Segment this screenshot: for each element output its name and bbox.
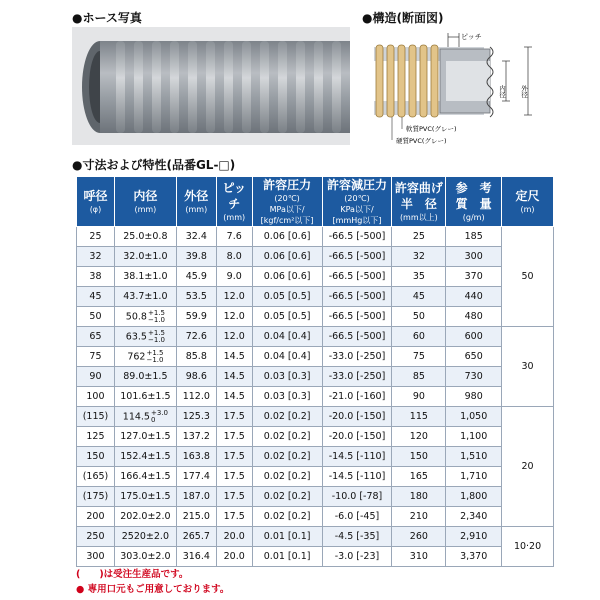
col-nominal: 呼径 (φ): [77, 177, 115, 227]
cell-outer: 177.4: [176, 467, 216, 487]
cell-pressure: 0.02 [0.2]: [252, 487, 322, 507]
table-row: [77, 427, 554, 447]
cell-bend: 260: [392, 527, 446, 547]
cell-weight: 1,510: [446, 447, 502, 467]
cell-outer: 112.0: [176, 387, 216, 407]
cell-weight: 1,710: [446, 467, 502, 487]
table-row: [77, 387, 554, 407]
cell-outer: 265.7: [176, 527, 216, 547]
cell-pressure: 0.02 [0.2]: [252, 507, 322, 527]
cell-nominal: 200: [77, 507, 115, 527]
cell-outer: 187.0: [176, 487, 216, 507]
cell-bend: 180: [392, 487, 446, 507]
table-row: [77, 487, 554, 507]
cell-pressure: 0.02 [0.2]: [252, 407, 322, 427]
cell-pressure: 0.03 [0.3]: [252, 387, 322, 407]
cell-bend: 50: [392, 307, 446, 327]
cell-pitch: 17.5: [216, 427, 252, 447]
table-row: [77, 467, 554, 487]
cell-nominal: (175): [77, 487, 115, 507]
col-pitch: ピッチ (mm): [216, 177, 252, 227]
cell-pressure: 0.03 [0.3]: [252, 367, 322, 387]
table-row: [77, 307, 554, 327]
cell-inner: 152.4±1.5: [114, 447, 176, 467]
cell-outer: 45.9: [176, 267, 216, 287]
structure-section-title: ●構造(断面図): [362, 11, 444, 25]
cell-weight: 370: [446, 267, 502, 287]
end-fitting-note: ● 専用口元もご用意しております。: [76, 584, 230, 595]
cell-nominal: 300: [77, 547, 115, 567]
cross-section-diagram: [362, 27, 572, 157]
cell-vacuum: -4.5 [-35]: [322, 527, 392, 547]
cell-outer: 98.6: [176, 367, 216, 387]
specs-section-title: ●寸法および特性(品番GL-□): [72, 158, 236, 172]
cell-vacuum: -14.5 [-110]: [322, 467, 392, 487]
cell-length: 20: [502, 407, 554, 527]
table-row: [77, 267, 554, 287]
cell-vacuum: -33.0 [-250]: [322, 367, 392, 387]
table-row: [77, 547, 554, 567]
cell-vacuum: -21.0 [-160]: [322, 387, 392, 407]
table-row: [77, 527, 554, 547]
cell-inner: 166.4±1.5: [114, 467, 176, 487]
table-row: [77, 367, 554, 387]
col-pressure: 許容圧力 (20℃) MPa以下/ [kgf/cm²以下]: [252, 177, 322, 227]
cell-vacuum: -66.5 [-500]: [322, 227, 392, 247]
cell-pitch: 12.0: [216, 287, 252, 307]
cell-pressure: 0.06 [0.6]: [252, 267, 322, 287]
cell-bend: 150: [392, 447, 446, 467]
cell-inner: 38.1±1.0: [114, 267, 176, 287]
cell-weight: 3,370: [446, 547, 502, 567]
cell-bend: 90: [392, 387, 446, 407]
table-row: [77, 507, 554, 527]
cell-pressure: 0.02 [0.2]: [252, 467, 322, 487]
cell-outer: 316.4: [176, 547, 216, 567]
cell-pitch: 8.0: [216, 247, 252, 267]
cell-bend: 45: [392, 287, 446, 307]
cell-vacuum: -66.5 [-500]: [322, 287, 392, 307]
col-outer: 外径 (mm): [176, 177, 216, 227]
table-row: [77, 287, 554, 307]
cell-bend: 32: [392, 247, 446, 267]
cell-nominal: 90: [77, 367, 115, 387]
table-row: [77, 407, 554, 427]
cell-outer: 59.9: [176, 307, 216, 327]
cell-weight: 600: [446, 327, 502, 347]
cell-bend: 60: [392, 327, 446, 347]
cell-weight: 1,800: [446, 487, 502, 507]
cell-length: 10·20: [502, 527, 554, 567]
cell-inner: 762 +1.5 −1.0: [114, 347, 176, 367]
cell-inner: 114.5 +3.0 0: [114, 407, 176, 427]
cell-pressure: 0.02 [0.2]: [252, 447, 322, 467]
cell-nominal: 25: [77, 227, 115, 247]
cell-weight: 1,050: [446, 407, 502, 427]
cell-vacuum: -14.5 [-110]: [322, 447, 392, 467]
cell-pressure: 0.05 [0.5]: [252, 307, 322, 327]
cell-inner: 50.8 +1.5 −1.0: [114, 307, 176, 327]
cell-outer: 53.5: [176, 287, 216, 307]
cell-pitch: 20.0: [216, 527, 252, 547]
cell-pitch: 17.5: [216, 467, 252, 487]
cell-vacuum: -10.0 [-78]: [322, 487, 392, 507]
cell-inner: 303.0±2.0: [114, 547, 176, 567]
cell-weight: 2,340: [446, 507, 502, 527]
cell-weight: 2,910: [446, 527, 502, 547]
cell-vacuum: -66.5 [-500]: [322, 247, 392, 267]
cell-pitch: 9.0: [216, 267, 252, 287]
cell-nominal: 250: [77, 527, 115, 547]
cell-pitch: 17.5: [216, 447, 252, 467]
cell-pressure: 0.01 [0.1]: [252, 547, 322, 567]
pitch-label: ピッチ: [461, 33, 482, 41]
col-length: 定尺 (m): [502, 177, 554, 227]
cell-nominal: 100: [77, 387, 115, 407]
cell-inner: 127.0±1.5: [114, 427, 176, 447]
cell-pitch: 14.5: [216, 347, 252, 367]
cell-vacuum: -66.5 [-500]: [322, 307, 392, 327]
cell-pitch: 17.5: [216, 407, 252, 427]
cell-inner: 32.0±1.0: [114, 247, 176, 267]
table-row: [77, 247, 554, 267]
cell-nominal: 50: [77, 307, 115, 327]
cell-pressure: 0.04 [0.4]: [252, 327, 322, 347]
cell-vacuum: -20.0 [-150]: [322, 407, 392, 427]
cell-outer: 85.8: [176, 347, 216, 367]
cell-pressure: 0.01 [0.1]: [252, 527, 322, 547]
cell-pitch: 17.5: [216, 507, 252, 527]
cell-outer: 215.0: [176, 507, 216, 527]
cell-outer: 32.4: [176, 227, 216, 247]
cell-pitch: 7.6: [216, 227, 252, 247]
cell-inner: 63.5 +1.5 −1.0: [114, 327, 176, 347]
cell-weight: 650: [446, 347, 502, 367]
cell-bend: 120: [392, 427, 446, 447]
spec-table: [76, 176, 554, 567]
cell-weight: 440: [446, 287, 502, 307]
cell-outer: 125.3: [176, 407, 216, 427]
cell-weight: 1,100: [446, 427, 502, 447]
inner-dia-label: 内径: [498, 85, 506, 98]
cell-inner: 43.7±1.0: [114, 287, 176, 307]
cell-nominal: 125: [77, 427, 115, 447]
cell-vacuum: -20.0 [-150]: [322, 427, 392, 447]
cell-pitch: 20.0: [216, 547, 252, 567]
cell-pitch: 12.0: [216, 307, 252, 327]
cell-nominal: 45: [77, 287, 115, 307]
cell-pitch: 14.5: [216, 387, 252, 407]
cell-outer: 72.6: [176, 327, 216, 347]
cell-inner: 101.6±1.5: [114, 387, 176, 407]
cell-pitch: 17.5: [216, 487, 252, 507]
cell-inner: 89.0±1.5: [114, 367, 176, 387]
cell-nominal: (165): [77, 467, 115, 487]
cell-length: 30: [502, 327, 554, 407]
spec-table-body: [77, 227, 554, 567]
col-bend: 許容曲げ 半 径 (mm以上): [392, 177, 446, 227]
cell-outer: 39.8: [176, 247, 216, 267]
cell-vacuum: -33.0 [-250]: [322, 347, 392, 367]
cell-bend: 115: [392, 407, 446, 427]
cell-pressure: 0.04 [0.4]: [252, 347, 322, 367]
hard-pvc-label: 軟質PVC(グレー): [406, 125, 457, 133]
cell-pitch: 14.5: [216, 367, 252, 387]
cell-bend: 165: [392, 467, 446, 487]
cell-outer: 163.8: [176, 447, 216, 467]
cell-inner: 25.0±0.8: [114, 227, 176, 247]
cell-weight: 730: [446, 367, 502, 387]
cell-bend: 85: [392, 367, 446, 387]
cell-bend: 35: [392, 267, 446, 287]
cell-inner: 202.0±2.0: [114, 507, 176, 527]
cell-weight: 980: [446, 387, 502, 407]
cell-weight: 300: [446, 247, 502, 267]
cell-inner: 175.0±1.5: [114, 487, 176, 507]
table-row: [77, 227, 554, 247]
cell-weight: 185: [446, 227, 502, 247]
col-vacuum: 許容減圧力 (20℃) KPa以下/ [mmHg以下]: [322, 177, 392, 227]
cell-nominal: 150: [77, 447, 115, 467]
col-inner: 内径 (mm): [114, 177, 176, 227]
hose-photo: [72, 27, 350, 145]
table-row: [77, 327, 554, 347]
cell-pressure: 0.06 [0.6]: [252, 227, 322, 247]
cell-vacuum: -6.0 [-45]: [322, 507, 392, 527]
table-row: [77, 347, 554, 367]
cell-nominal: 38: [77, 267, 115, 287]
cell-pitch: 12.0: [216, 327, 252, 347]
cell-vacuum: -3.0 [-23]: [322, 547, 392, 567]
made-to-order-note: ( )は受注生産品です。: [76, 569, 189, 580]
soft-pvc-label: 硬質PVC(グレー): [396, 137, 447, 145]
cell-pressure: 0.05 [0.5]: [252, 287, 322, 307]
cell-outer: 137.2: [176, 427, 216, 447]
cell-weight: 480: [446, 307, 502, 327]
cell-inner: 2520±2.0: [114, 527, 176, 547]
cell-pressure: 0.02 [0.2]: [252, 427, 322, 447]
cell-vacuum: -66.5 [-500]: [322, 267, 392, 287]
cell-bend: 25: [392, 227, 446, 247]
cell-length: 50: [502, 227, 554, 327]
cell-bend: 75: [392, 347, 446, 367]
cell-nominal: 75: [77, 347, 115, 367]
cell-nominal: (115): [77, 407, 115, 427]
photo-section-title: ●ホース写真: [72, 11, 142, 25]
cell-bend: 210: [392, 507, 446, 527]
cell-vacuum: -66.5 [-500]: [322, 327, 392, 347]
cell-nominal: 32: [77, 247, 115, 267]
col-weight: 参 考 質 量 (g/m): [446, 177, 502, 227]
outer-dia-label: 外径: [520, 85, 528, 98]
cell-pressure: 0.06 [0.6]: [252, 247, 322, 267]
cell-bend: 310: [392, 547, 446, 567]
table-row: [77, 447, 554, 467]
cell-nominal: 65: [77, 327, 115, 347]
